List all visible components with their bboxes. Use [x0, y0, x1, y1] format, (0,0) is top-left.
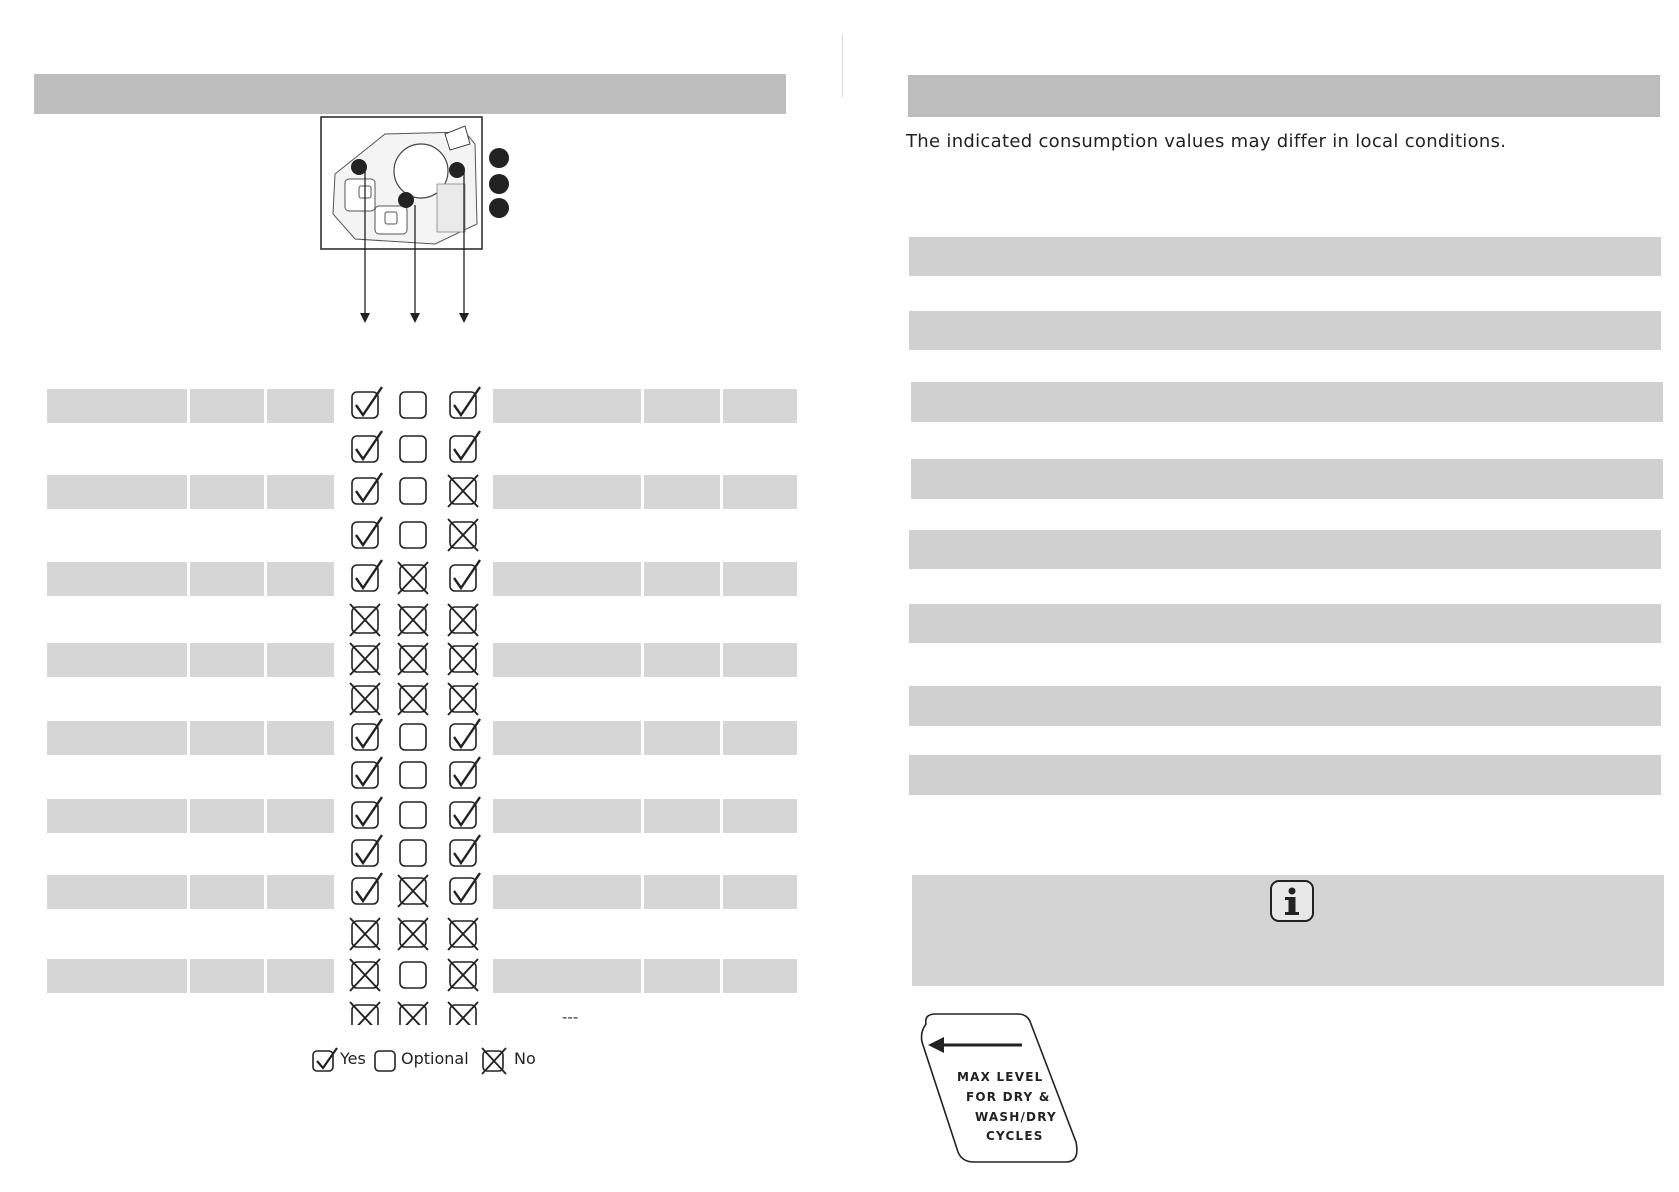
mark-no-icon	[398, 918, 428, 950]
mark-optional-icon	[400, 762, 426, 788]
compartment-marks	[340, 385, 500, 1025]
column-separator	[264, 562, 267, 596]
column-separator	[720, 562, 723, 596]
mark-optional-icon	[400, 392, 426, 418]
mark-no-icon	[350, 604, 380, 636]
mark-no-icon	[448, 683, 478, 715]
column-separator	[641, 643, 644, 677]
consumption-row	[909, 604, 1661, 643]
mark-no-icon	[350, 643, 380, 675]
legend-no-label: No	[514, 1049, 536, 1068]
mark-yes-icon	[450, 757, 480, 788]
column-separator	[264, 389, 267, 423]
legend-yes-label: Yes	[340, 1049, 366, 1068]
mark-yes-icon	[352, 431, 382, 462]
column-separator	[720, 721, 723, 755]
right-section-header-bar	[908, 75, 1660, 117]
mark-optional-icon	[400, 724, 426, 750]
mark-no-icon	[448, 1002, 478, 1025]
mark-no-icon	[448, 643, 478, 675]
column-separator	[641, 959, 644, 993]
mark-yes-icon	[352, 560, 382, 591]
mark-yes-icon	[450, 719, 480, 750]
consumption-notice: The indicated consumption values may differ in local conditions.	[906, 131, 1507, 152]
mark-no-icon	[350, 918, 380, 950]
column-separator	[641, 721, 644, 755]
column-separator	[720, 643, 723, 677]
mark-no-icon	[350, 1002, 380, 1025]
legend-optional-label: Optional	[401, 1049, 469, 1068]
mark-no-icon	[448, 918, 478, 950]
consumption-row	[911, 459, 1663, 499]
column-separator	[187, 721, 190, 755]
column-separator	[720, 389, 723, 423]
mark-no-icon	[398, 1002, 428, 1025]
legend-no-icon	[480, 1046, 512, 1076]
column-separator	[720, 799, 723, 833]
mark-yes-icon	[352, 835, 382, 866]
mark-no-icon	[398, 562, 428, 594]
mark-yes-icon	[352, 473, 382, 504]
left-section-header-bar	[34, 74, 786, 114]
consumption-row	[909, 237, 1661, 276]
mark-optional-icon	[400, 962, 426, 988]
page-gutter	[842, 35, 843, 97]
column-separator	[641, 475, 644, 509]
column-separator	[264, 643, 267, 677]
column-separator	[264, 475, 267, 509]
mark-no-icon	[448, 475, 478, 507]
column-separator	[264, 875, 267, 909]
mark-yes-icon	[352, 873, 382, 904]
column-separator	[264, 721, 267, 755]
mark-yes-icon	[352, 797, 382, 828]
mark-no-icon	[398, 875, 428, 907]
mark-yes-icon	[352, 517, 382, 548]
column-separator	[187, 475, 190, 509]
column-separator	[720, 959, 723, 993]
consumption-row	[909, 311, 1661, 350]
mark-no-icon	[448, 959, 478, 991]
mark-yes-icon	[450, 797, 480, 828]
column-separator	[187, 389, 190, 423]
mark-no-icon	[350, 959, 380, 991]
mark-yes-icon	[352, 757, 382, 788]
mark-no-icon	[448, 519, 478, 551]
consumption-row	[909, 755, 1661, 795]
mark-optional-icon	[400, 522, 426, 548]
max-level-line2: FOR DRY &	[966, 1090, 1051, 1104]
compartment-arrows	[340, 165, 490, 325]
mark-yes-icon	[450, 873, 480, 904]
mark-no-icon	[398, 643, 428, 675]
mark-yes-icon	[352, 387, 382, 418]
column-separator	[187, 799, 190, 833]
column-separator	[641, 875, 644, 909]
max-level-line3: WASH/DRY	[975, 1110, 1057, 1124]
column-separator	[720, 475, 723, 509]
column-separator	[187, 959, 190, 993]
consumption-row	[909, 686, 1661, 726]
mark-yes-icon	[450, 835, 480, 866]
column-separator	[641, 389, 644, 423]
mark-optional-icon	[400, 802, 426, 828]
column-separator	[187, 643, 190, 677]
mark-yes-icon	[450, 431, 480, 462]
mark-optional-icon	[400, 436, 426, 462]
max-level-line1: MAX LEVEL	[957, 1070, 1044, 1084]
last-row-value: ---	[562, 1008, 579, 1026]
mark-yes-icon	[450, 387, 480, 418]
consumption-row	[911, 382, 1663, 422]
column-separator	[641, 562, 644, 596]
column-separator	[720, 875, 723, 909]
mark-optional-icon	[400, 840, 426, 866]
mark-yes-icon	[450, 560, 480, 591]
info-icon	[1268, 878, 1316, 924]
legend-optional-icon	[372, 1046, 400, 1076]
consumption-row	[909, 530, 1661, 569]
column-separator	[264, 959, 267, 993]
column-separator	[187, 875, 190, 909]
column-separator	[641, 799, 644, 833]
mark-no-icon	[398, 604, 428, 636]
legend-yes-icon	[310, 1046, 344, 1076]
column-separator	[264, 799, 267, 833]
max-level-line4: CYCLES	[986, 1129, 1044, 1143]
mark-yes-icon	[352, 719, 382, 750]
column-separator	[187, 562, 190, 596]
mark-no-icon	[350, 683, 380, 715]
mark-optional-icon	[400, 478, 426, 504]
mark-no-icon	[448, 604, 478, 636]
mark-no-icon	[398, 683, 428, 715]
